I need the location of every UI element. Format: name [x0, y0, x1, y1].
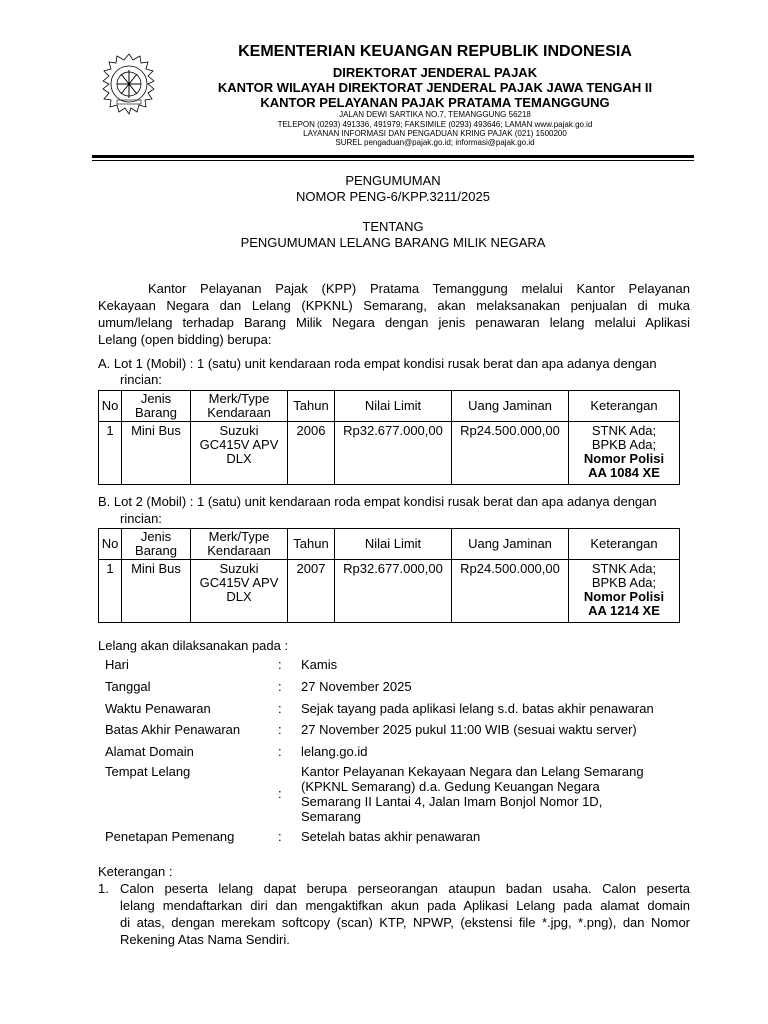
ministry-logo-icon	[97, 52, 161, 116]
office-address: JALAN DEWI SARTIKA NO.7, TEMANGGUNG 56218	[339, 110, 531, 119]
doc-about: TENTANG	[362, 219, 424, 234]
cell-no: 1	[99, 560, 122, 623]
office-phone: TELEPON (0293) 491336, 491979; FAKSIMILE (0293) 493646; LAMAN www.pajak.go.id	[277, 120, 593, 129]
cell-jenis: Mini Bus	[122, 560, 191, 623]
header-rule-thin	[92, 160, 694, 161]
batas-value: 27 November 2025 pukul 11:00 WIB (sesuai waktu server)	[301, 722, 637, 737]
cell-tahun: 2007	[288, 560, 335, 623]
batas-label: Batas Akhir Penawaran	[105, 722, 241, 737]
intro-line-1: Kantor Pelayanan Pajak (KPP) Pratama Temanggung melalui Kantor Pelayanan	[148, 281, 690, 296]
notes-heading: Keterangan :	[98, 864, 173, 879]
office-service: LAYANAN INFORMASI DAN PENGADUAN KRING PAJAK (021) 1500200	[303, 129, 567, 138]
cell-tahun: 2006	[288, 422, 335, 485]
col-tahun: Tahun	[288, 529, 335, 560]
tax-office-name: KANTOR PELAYANAN PAJAK PRATAMA TEMANGGUNG	[260, 95, 610, 110]
col-merk: Merk/Type Kendaraan	[191, 529, 288, 560]
cell-uang-jaminan: Rp24.500.000,00	[452, 560, 569, 623]
col-keterangan: Keterangan	[569, 529, 680, 560]
doc-number: NOMOR PENG-6/KPP.3211/2025	[296, 189, 490, 204]
schedule-intro: Lelang akan dilaksanakan pada :	[98, 638, 289, 653]
lot-2-heading-cont: rincian:	[120, 511, 162, 526]
colon: :	[278, 744, 282, 759]
col-uang-jaminan: Uang Jaminan	[452, 529, 569, 560]
doc-subject: PENGUMUMAN LELANG BARANG MILIK NEGARA	[240, 235, 546, 250]
note-1-line-4: Rekening Atas Nama Sendiri.	[120, 932, 290, 947]
lot-2-heading: B. Lot 2 (Mobil) : 1 (satu) unit kendaraan roda empat kondisi rusak berat dan apa adanya dengan	[98, 494, 657, 509]
ministry-name: KEMENTERIAN KEUANGAN REPUBLIK INDONESIA	[238, 43, 632, 60]
col-uang-jaminan: Uang Jaminan	[452, 391, 569, 422]
domain-label: Alamat Domain	[105, 744, 194, 759]
lot-2-table	[98, 528, 680, 623]
pemenang-value: Setelah batas akhir penawaran	[301, 829, 481, 844]
tanggal-value: 27 November 2025	[301, 679, 412, 694]
intro-line-3: umum/lelang terhadap Barang Milik Negara dengan jenis penawaran lelang melalui Aplikasi	[98, 315, 690, 330]
col-no: No	[99, 391, 122, 422]
intro-line-4: Lelang (open bidding) berupa:	[98, 332, 272, 347]
col-merk: Merk/Type Kendaraan	[191, 391, 288, 422]
cell-nilai-limit: Rp32.677.000,00	[335, 560, 452, 623]
lot-1-heading-cont: rincian:	[120, 372, 162, 387]
note-1-number: 1.	[98, 881, 109, 896]
colon: :	[278, 657, 282, 672]
colon: :	[278, 722, 282, 737]
waktu-label: Waktu Penawaran	[105, 701, 211, 716]
cell-nilai-limit: Rp32.677.000,00	[335, 422, 452, 485]
note-1-line-2: lelang mendaftarkan diri dan mengaktifkan akun pada Aplikasi Lelang pada alamat domain	[120, 898, 690, 913]
hari-value: Kamis	[301, 657, 338, 672]
table-header-row	[99, 391, 680, 422]
tempat-value-2: (KPKNL Semarang) d.a. Gedung Keuangan Negara	[301, 779, 600, 794]
cell-merk: Suzuki GC415V APV DLX	[191, 560, 288, 623]
tanggal-label: Tanggal	[105, 679, 151, 694]
cell-keterangan: STNK Ada; BPKB Ada; Nomor Polisi AA 1214 XE	[569, 560, 680, 623]
cell-jenis: Mini Bus	[122, 422, 191, 485]
colon: :	[278, 786, 282, 801]
colon: :	[278, 701, 282, 716]
hari-label: Hari	[105, 657, 129, 672]
doc-type: PENGUMUMAN	[345, 173, 441, 188]
lot-1-table	[98, 390, 680, 485]
cell-no: 1	[99, 422, 122, 485]
office-email: SUREL pengaduan@pajak.go.id; informasi@pajak.go.id	[335, 138, 535, 147]
tempat-value-1: Kantor Pelayanan Kekayaan Negara dan Lelang Semarang	[301, 764, 644, 779]
tempat-label: Tempat Lelang	[105, 764, 191, 779]
domain-value: lelang.go.id	[301, 744, 368, 759]
note-1-line-3: di atas, dengan merekam softcopy (scan) KTP, NPWP, (ekstensi file *.jpg, *.png), dan Nomor	[120, 915, 690, 930]
col-jenis: Jenis Barang	[122, 529, 191, 560]
waktu-value: Sejak tayang pada aplikasi lelang s.d. batas akhir penawaran	[301, 701, 654, 716]
tempat-value-4: Semarang	[301, 809, 361, 824]
table-row	[99, 560, 680, 623]
regional-office-name: KANTOR WILAYAH DIREKTORAT JENDERAL PAJAK JAWA TENGAH II	[217, 80, 653, 95]
col-nilai-limit: Nilai Limit	[335, 529, 452, 560]
header-rule-thick	[92, 155, 694, 158]
table-header-row	[99, 529, 680, 560]
intro-line-2: Kekayaan Negara dan Lelang (KPKNL) Semarang, akan melaksanakan penjualan di muka	[98, 298, 690, 313]
cell-merk: Suzuki GC415V APV DLX	[191, 422, 288, 485]
directorate-name: DIREKTORAT JENDERAL PAJAK	[332, 65, 538, 80]
col-jenis: Jenis Barang	[122, 391, 191, 422]
tempat-value-3: Semarang II Lantai 4, Jalan Imam Bonjol Nomor 1D,	[301, 794, 603, 809]
pemenang-label: Penetapan Pemenang	[105, 829, 235, 844]
cell-keterangan: STNK Ada; BPKB Ada; Nomor Polisi AA 1084 XE	[569, 422, 680, 485]
note-1-line-1: Calon peserta lelang dapat berupa perseorangan ataupun badan usaha. Calon peserta	[120, 881, 690, 896]
table-row	[99, 422, 680, 485]
col-nilai-limit: Nilai Limit	[335, 391, 452, 422]
col-keterangan: Keterangan	[569, 391, 680, 422]
cell-uang-jaminan: Rp24.500.000,00	[452, 422, 569, 485]
lot-1-heading: A. Lot 1 (Mobil) : 1 (satu) unit kendaraan roda empat kondisi rusak berat dan apa adanya dengan	[98, 356, 657, 371]
col-tahun: Tahun	[288, 391, 335, 422]
col-no: No	[99, 529, 122, 560]
colon: :	[278, 679, 282, 694]
colon: :	[278, 829, 282, 844]
